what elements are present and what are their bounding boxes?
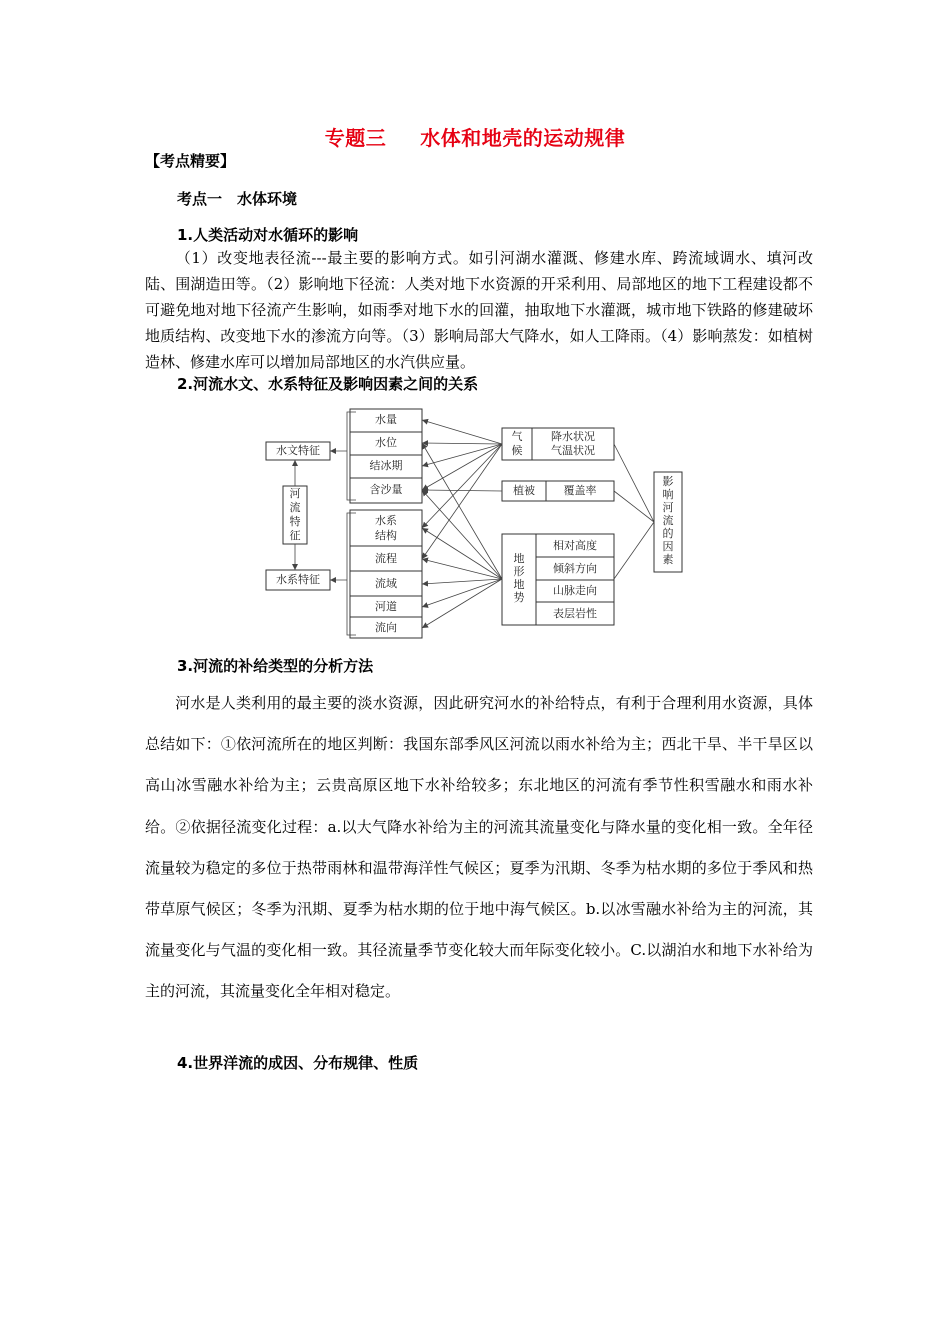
paragraph-1: （1）改变地表径流---最主要的影响方式。如引河湖水灌溉、修建水库、跨流域调水、填河改陆、围湖造田等。（2）影响地下径流：人类对地下水资源的开采利用、局部地区的地下工程建设都不可避免地对地下径流产生影响，如雨季对地下水的回灌，抽取地下水灌溉，城市地下铁路的修建破坏地质结构、改变地下水的渗流方向等。（3）影响局部大气降水，如人工降雨。（4）影响蒸发：如植树造林、修建水库可以增加局部地区的水汽供应量。 xyxy=(145,249,813,371)
river-feat-char: 河 xyxy=(289,487,301,500)
hydro-item: 水量 xyxy=(375,413,397,426)
factor-char: 河 xyxy=(662,501,674,514)
title-part1: 专题三 xyxy=(324,126,387,150)
factor-char: 响 xyxy=(662,488,674,501)
terrain-char: 地 xyxy=(513,552,525,565)
climate-char: 候 xyxy=(511,444,523,457)
river-diagram xyxy=(262,404,692,640)
net-item: 结构 xyxy=(375,529,397,542)
net-item: 水系 xyxy=(375,514,397,527)
veg-item: 覆盖率 xyxy=(563,484,597,497)
terrain-char: 势 xyxy=(513,591,525,604)
factor-char: 素 xyxy=(662,553,674,566)
factor-char: 影 xyxy=(662,475,674,488)
net-item: 河道 xyxy=(375,600,397,613)
climate-char: 气 xyxy=(511,430,523,443)
river-feat-char: 流 xyxy=(289,501,301,514)
network-label: 水系特征 xyxy=(276,573,320,586)
net-item: 流域 xyxy=(375,577,397,590)
terrain-item: 相对高度 xyxy=(553,539,597,552)
hydro-item: 结冰期 xyxy=(369,459,403,472)
climate-item: 降水状况 xyxy=(551,430,595,443)
hydro-item: 含沙量 xyxy=(369,483,403,496)
river-feat-char: 特 xyxy=(289,515,301,528)
factor-char: 的 xyxy=(662,527,674,540)
hydro-item: 水位 xyxy=(375,436,397,449)
heading-2: 2.河流水文、水系特征及影响因素之间的关系 xyxy=(177,375,479,393)
river-feat-char: 征 xyxy=(289,529,301,542)
heading-1: 1.人类活动对水循环的影响 xyxy=(177,226,359,244)
hydro-label: 水文特征 xyxy=(276,444,320,457)
net-item: 流向 xyxy=(375,621,397,634)
terrain-char: 地 xyxy=(513,578,525,591)
page-title xyxy=(0,122,950,151)
veg-label: 植被 xyxy=(513,484,535,497)
heading-3: 3.河流的补给类型的分析方法 xyxy=(177,657,374,675)
terrain-item: 倾斜方向 xyxy=(553,562,597,575)
climate-item: 气温状况 xyxy=(551,444,595,457)
terrain-item: 表层岩性 xyxy=(553,607,597,620)
title-part2: 水体和地壳的运动规律 xyxy=(420,126,626,150)
section-label: 【考点精要】 xyxy=(145,152,236,170)
terrain-char: 形 xyxy=(513,565,525,578)
factor-char: 因 xyxy=(662,540,674,553)
net-item: 流程 xyxy=(375,552,397,565)
paragraph-3: 河水是人类利用的最主要的淡水资源，因此研究河水的补给特点，有利于合理利用水资源，具体总结如下：①依河流所在的地区判断：我国东部季风区河流以雨水补给为主；西北干旱、半干旱区以高山冰雪融水补给为主；云贵高原区地下水补给较多；东北地区的河流有季节性积雪融水和雨水补给。②依据径流变化过程：a.以大气降水补给为主的河流其流量变化与降水量的变化相一致。全年径流量较为稳定的多位于热带雨林和温带海洋性气候区；夏季为汛期、冬季为枯水期的多位于季风和热带草原气候区；冬季为汛期、夏季为枯水期的位于地中海气候区。b.以冰雪融水补给为主的河流，其流量变化与气温的变化相一致。其径流量季节变化较大而年际变化较小。C.以湖泊水和地下水补给为主的河流，其流量变化全年相对稳定。 xyxy=(145,694,813,1001)
heading-4: 4.世界洋流的成因、分布规律、性质 xyxy=(177,1054,419,1072)
point-heading: 考点一 水体环境 xyxy=(177,190,298,208)
terrain-item: 山脉走向 xyxy=(553,584,597,597)
factor-char: 流 xyxy=(662,514,674,527)
